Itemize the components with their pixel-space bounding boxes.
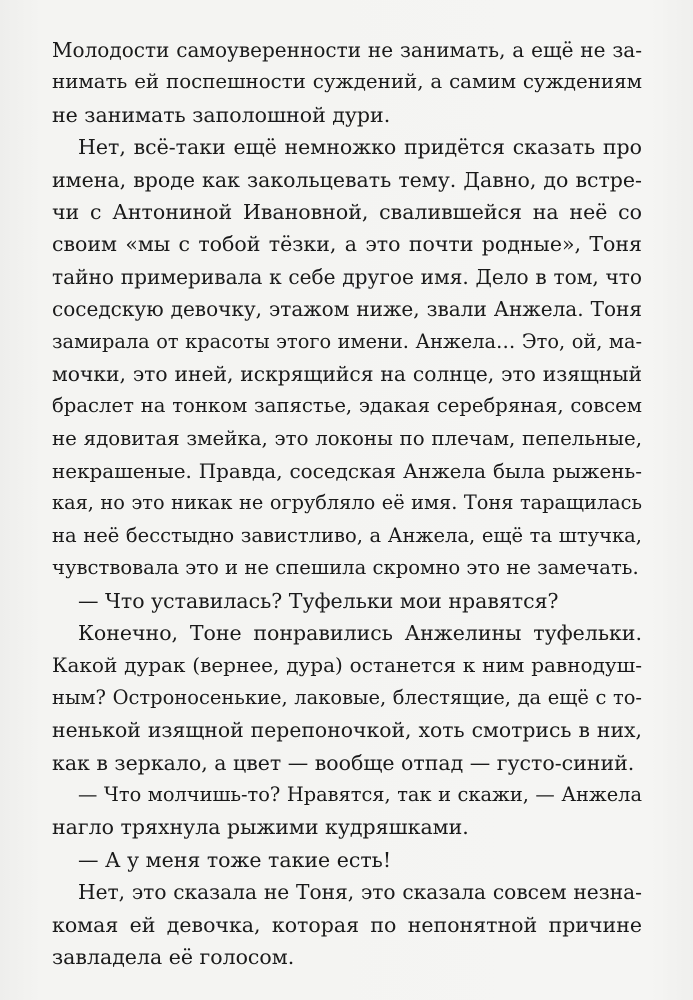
text-line: некрашеные. Правда, соседская Анжела была рыжень- bbox=[52, 459, 642, 484]
body-text bbox=[52, 34, 642, 973]
text-line: нимать ей поспешности суждений, а самим суждениям bbox=[52, 70, 642, 94]
text-line: — Что уставилась? Туфельки мои нравятся? bbox=[78, 588, 559, 613]
text-line: Нет, это сказала не Тоня, это сказала совсем незна- bbox=[78, 880, 642, 905]
text-line: нагло тряхнула рыжими кудряшками. bbox=[52, 815, 469, 840]
text-line: Нет, всё-таки ещё немножко придётся сказать про bbox=[78, 135, 642, 160]
text-line: тайно примеривала к себе другое имя. Дело в том, что bbox=[52, 264, 642, 289]
text-line: на неё бесстыдно завистливо, а Анжела, ещё та штучка, bbox=[52, 523, 642, 547]
text-line: не ядовитая змейка, это локоны по плечам, пепельные, bbox=[52, 426, 642, 450]
text-line: Конечно, Тоне понравились Анжелины туфельки. bbox=[78, 621, 642, 646]
text-line: комая ей девочка, которая по непонятной причине bbox=[52, 912, 642, 937]
text-line: Какой дурак (вернее, дура) останется к ним равнодуш- bbox=[52, 653, 642, 678]
text-line: мочки, это иней, искрящийся на солнце, это изящный bbox=[52, 361, 642, 386]
text-line: соседскую девочку, этажом ниже, звали Анжела. Тоня bbox=[52, 297, 642, 322]
text-line: имена, вроде как закольцевать тему. Давно, до встре- bbox=[52, 167, 642, 192]
text-line: ненькой изящной перепоночкой, хоть смотрись в них, bbox=[52, 718, 642, 743]
text-line: как в зеркало, а цвет — вообще отпад — густо-синий. bbox=[52, 750, 635, 775]
text-line: чувствовала это и не спешила скромно это не замечать. bbox=[52, 556, 639, 580]
text-line: завладела её голосом. bbox=[52, 944, 295, 969]
text-line: браслет на тонком запястье, эдакая серебряная, совсем bbox=[52, 394, 642, 418]
text-line: ным? Остроносенькие, лаковые, блестящие, да ещё с то- bbox=[52, 685, 642, 709]
text-line: Молодости самоуверенности не занимать, а ещё не за- bbox=[52, 38, 642, 62]
text-line: не занимать заполошной дури. bbox=[52, 102, 391, 127]
text-line: — А у меня тоже такие есть! bbox=[78, 847, 392, 872]
text-line: — Что молчишь-то? Нравятся, так и скажи, — Анжела bbox=[78, 782, 642, 806]
text-line: своим «мы с тобой тёзки, а это почти родные», Тоня bbox=[52, 232, 642, 257]
text-line: замирала от красоты этого имени. Анжела… Это, ой, ма- bbox=[52, 329, 642, 353]
text-line: чи с Антониной Ивановной, свалившейся на неё со bbox=[52, 199, 642, 224]
text-line: кая, но это никак не огрубляло её имя. Тоня таращилась bbox=[52, 491, 642, 515]
